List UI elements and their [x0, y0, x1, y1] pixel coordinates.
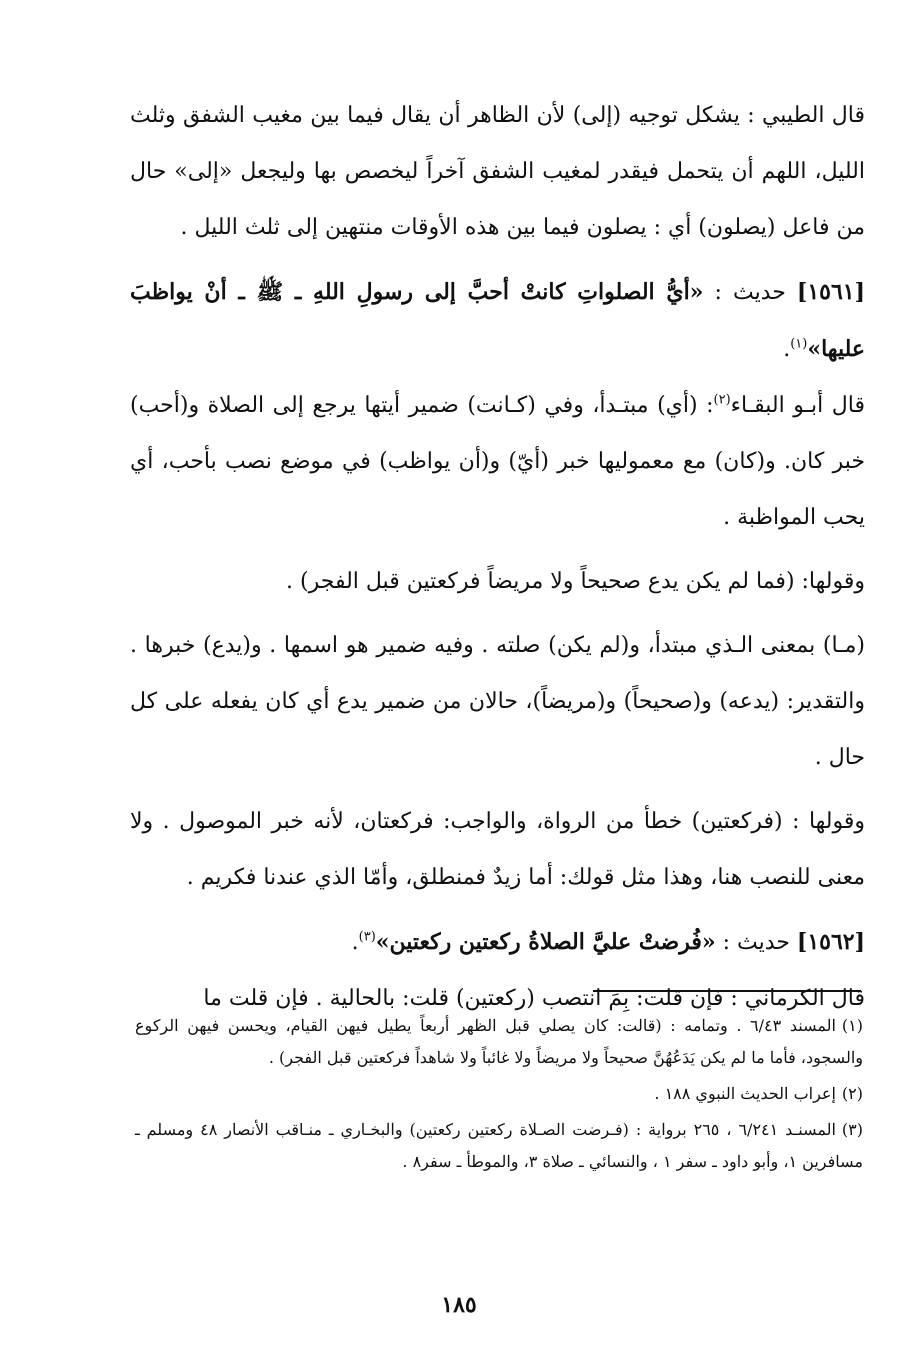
- main-text: [130, 88, 865, 1027]
- footnote-ref: (٢): [713, 392, 731, 408]
- footnotes: [135, 1010, 863, 1182]
- hadith-text: «فُرضتْ عليَّ الصلاةُ ركعتين ركعتين»: [375, 929, 716, 955]
- footnote-text: إعراب الحديث النبوي ١٨٨ .: [654, 1084, 836, 1103]
- paragraph-abu-albaqa: [130, 378, 865, 546]
- hadith-prefix: حديث :: [714, 280, 786, 305]
- footnote-divider: [593, 990, 861, 992]
- hadith-1561: [١٥٦١] حديث : «أيُّ الصلواتِ كانتْ أحبَّ إلى رسولِ اللهِ ـ ﷺ ـ أنْ يواظبَ عليها»$^{(١)}$.: [130, 279, 866, 362]
- footnote-mark: (٢): [841, 1084, 863, 1103]
- footnote-text: المسنـد ٦/٢٤١ ، ٢٦٥ برواية : (فـرضت الصـلاة ركعتين ركعتين) والبخـاري ـ منـاقب الأنصار ٤٨ ومسلم ـ مسافرين ١، وأبو داود ـ سفر ١ ، والنسائي ـ صلاة ٣، والموطأ ـ سفر٨ .: [135, 1120, 863, 1171]
- paragraph-text: : (أي) مبتـدأ، وفي (كـانت) ضمير أيتها يرجع إلى الصلاة و(أحب) خبر كان. و(كان) مع معموليها خبر (أيّ) و(أن يواظب) في موضع نصب بأحب، أي يحب المواظبة .: [130, 393, 865, 530]
- hadith-text: «أيُّ الصلواتِ كانتْ أحبَّ إلى رسولِ اللهِ ـ ﷺ ـ أنْ يواظبَ عليها»: [130, 279, 865, 362]
- footnote-3: [135, 1114, 863, 1178]
- footnote-text: المسند ٦/٤٣ . وتمامه : (قالت: كان يصلي قبل الظهر أربعاً يطيل فيهن القيام، ويحسن فيهن الركوع والسجود، فأما ما لم يكن يَدَعُهُنَّ صحيحاً ولا مريضاً ولا غائباً ولا شاهداً فركعتين قبل الفجر) .: [135, 1016, 863, 1067]
- hadith-1562: [١٥٦٢] حديث : «فُرضتْ عليَّ الصلاةُ ركعتين ركعتين»$^{(٣)}$.: [351, 929, 865, 955]
- paragraph-text: قال أبـو البقـاء: [730, 393, 865, 418]
- footnote-mark: (١): [841, 1016, 864, 1035]
- footnote-1: [135, 1010, 863, 1074]
- hadith-number: [١٥٦٢]: [796, 929, 865, 955]
- hadith-number: [١٥٦١]: [796, 279, 866, 305]
- page-number: ١٨٥: [441, 1292, 477, 1318]
- footnote-ref: (١): [790, 336, 808, 352]
- footnote-ref: (٣): [358, 929, 376, 945]
- paragraph-kirmani: قال الكرماني : فإن قلت: بِمَ انتصب (ركعتين) قلت: بالحالية . فإن قلت ما: [203, 986, 865, 1011]
- hadith-prefix: حديث :: [722, 930, 790, 955]
- footnote-2: [135, 1078, 863, 1110]
- paragraph-qawluha-1: وقولها: (فما لم يكن يدع صحيحاً ولا مريضاً فركعتين قبل الفجر) .: [286, 569, 865, 594]
- paragraph-ma: (مـا) بمعنى الـذي مبتدأ، و(لم يكن) صلته . وفيه ضمير هو اسمها . و(يدع) خبرها . والتقدير: (يدعه) و(صحيحاً) و(مريضاً)، حالان من ضمير يدع أي كان يفعله على كل حال .: [130, 633, 865, 770]
- paragraph-qawluha-2: وقولها : (فركعتين) خطأ من الرواة، والواجب: فركعتان، لأنه خبر الموصول . ولا معنى للنصب هنا، وهذا مثل قولك: أما زيدٌ فمنطلق، وأمّا الذي عندنا فكريم .: [130, 809, 865, 890]
- paragraph-tibi: قال الطيبي : يشكل توجيه (إلى) لأن الظاهر أن يقال فيما بين مغيب الشفق وثلث الليل، اللهم أن يتحمل فيقدر لمغيب الشفق آخراً ليخصص بها وليجعل «إلى» حال من فاعل (يصلون) أي : يصلون فيما بين هذه الأوقات منتهين إلى ثلث الليل .: [130, 103, 865, 240]
- footnote-mark: (٣): [841, 1120, 864, 1139]
